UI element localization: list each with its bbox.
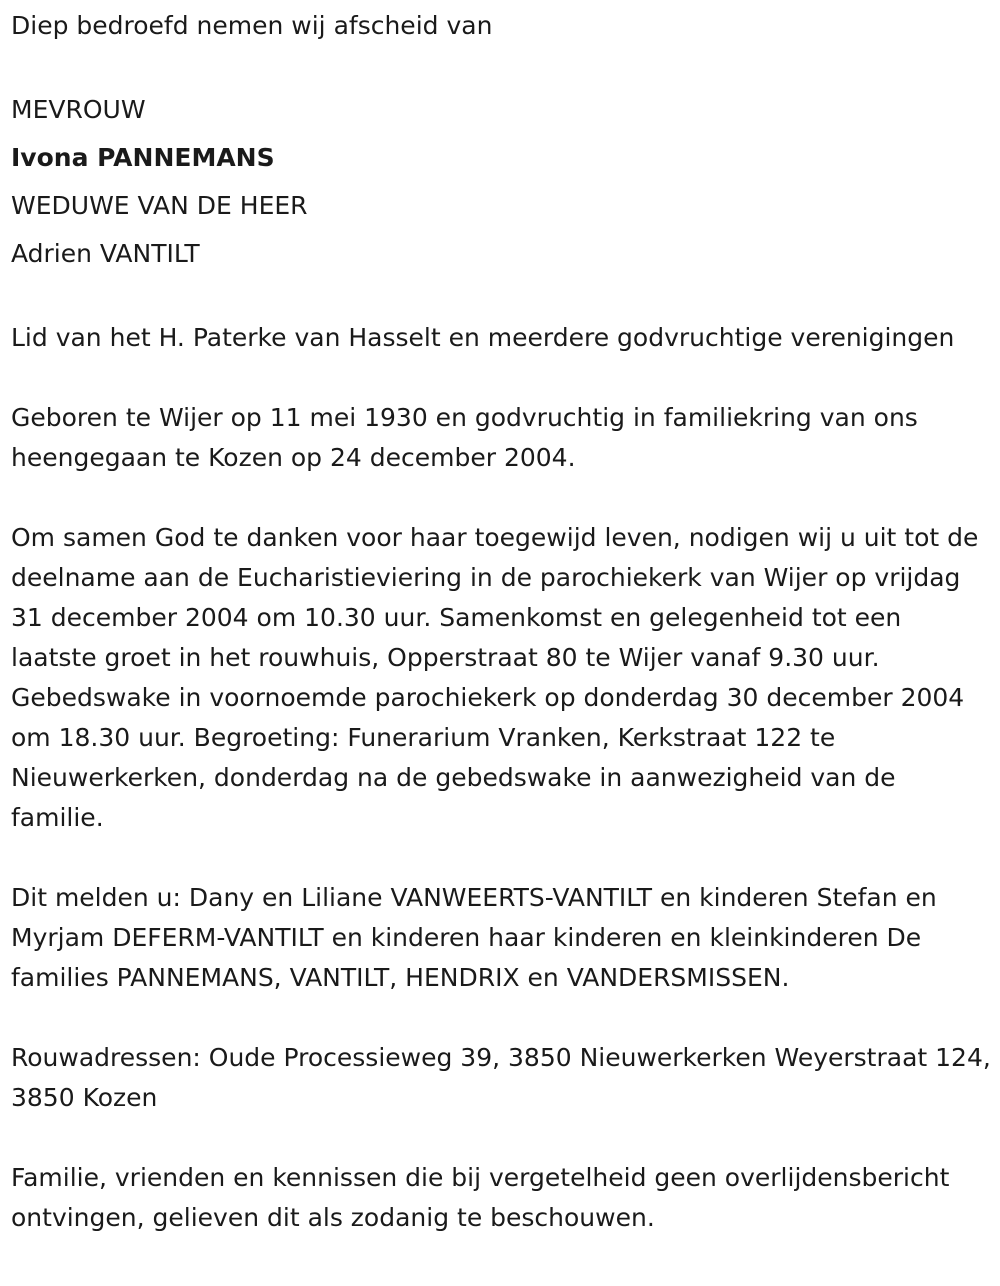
- widow-of-line: WEDUWE VAN DE HEER: [11, 191, 308, 220]
- title-line: MEVROUW: [11, 95, 146, 124]
- birth-death-paragraph: Geboren te Wijer op 11 mei 1930 en godvruchtig in familiekring van ons heengegaan te Kozen op 24 december 2004.: [11, 403, 918, 472]
- addresses-paragraph: Rouwadressen: Oude Processieweg 39, 3850 Nieuwerkerken Weyerstraat 124, 3850 Kozen: [11, 1043, 991, 1112]
- announcers-paragraph: Dit melden u: Dany en Liliane VANWEERTS-VANTILT en kinderen Stefan en Myrjam DEFERM-VANTILT en kinderen haar kinderen en kleinkinderen De families PANNEMANS, VANTILT, HENDRIX en VANDERSMISSEN.: [11, 883, 937, 992]
- obituary-text: [11, 6, 993, 1238]
- spouse-name: Adrien VANTILT: [11, 239, 200, 268]
- deceased-name: Ivona PANNEMANS: [11, 143, 275, 172]
- membership-paragraph: Lid van het H. Paterke van Hasselt en meerdere godvruchtige verenigingen: [11, 323, 955, 352]
- closing-paragraph: Familie, vrienden en kennissen die bij vergetelheid geen overlijdensbericht ontvingen, gelieven dit als zodanig te beschouwen.: [11, 1163, 950, 1232]
- intro-line: Diep bedroefd nemen wij afscheid van: [11, 11, 493, 40]
- ceremony-paragraph: Om samen God te danken voor haar toegewijd leven, nodigen wij u uit tot de deelname aan de Eucharistieviering in de parochiekerk van Wijer op vrijdag 31 december 2004 om 10.30 uur. Samenkomst en gelegenheid tot een laatste groet in het rouwhuis, Opperstraat 80 te Wijer vanaf 9.30 uur. Gebedswake in voornoemde parochiekerk op donderdag 30 december 2004 om 18.30 uur. Begroeting: Funerarium Vranken, Kerkstraat 122 te Nieuwerkerken, donderdag na de gebedswake in aanwezigheid van de familie.: [11, 523, 979, 832]
